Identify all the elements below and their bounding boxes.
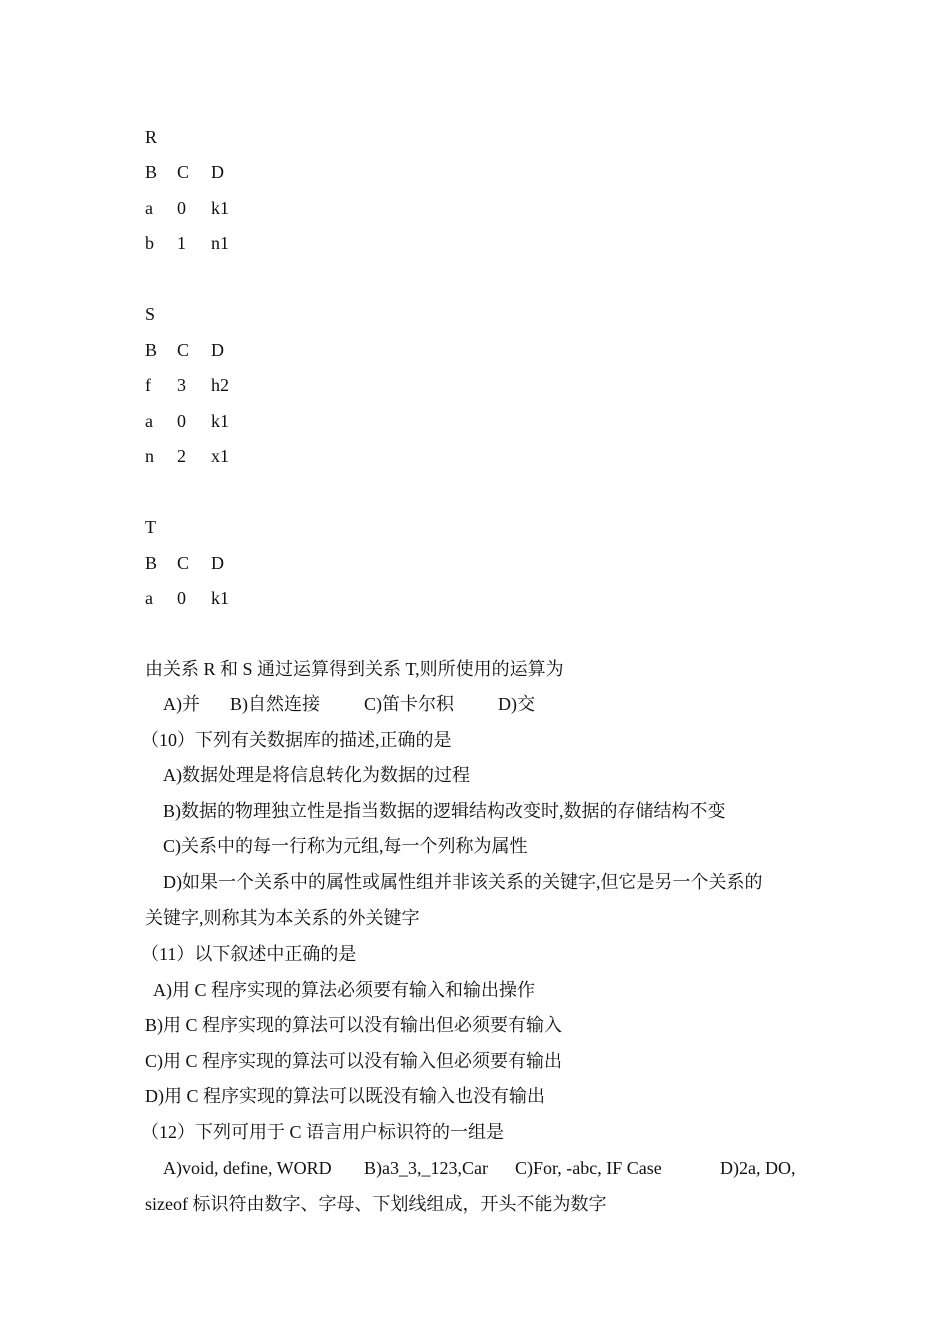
option-b: B)自然连接 [230, 694, 320, 714]
table-cell: C [177, 340, 190, 360]
option-c: C)笛卡尔积 [364, 694, 454, 714]
table-cell: a [145, 198, 153, 218]
table-cell: 0 [177, 411, 186, 431]
table-cell: x1 [211, 446, 229, 466]
table-cell: k1 [211, 411, 229, 431]
table-cell: 2 [177, 446, 186, 466]
question-9-stem: 由关系 R 和 S 通过运算得到关系 T,则所使用的运算为 [145, 659, 564, 679]
table-cell: 0 [177, 588, 186, 608]
question-11-stem: （11）以下叙述中正确的是 [141, 944, 357, 964]
table-cell: k1 [211, 588, 229, 608]
option-c: C)For, -abc, IF Case [515, 1158, 662, 1178]
option-a: A)并 [163, 694, 200, 714]
table-cell: b [145, 233, 154, 253]
table-cell: B [145, 553, 158, 573]
option-b: B)a3_3,_123,Car [364, 1158, 488, 1178]
table-cell: n1 [211, 233, 229, 253]
table-cell: C [177, 162, 190, 182]
table-cell: a [145, 411, 153, 431]
question-10-option-d: D)如果一个关系中的属性或属性组并非该关系的关键字,但它是另一个关系的 [163, 872, 763, 892]
table-cell: D [211, 162, 224, 182]
question-10-option-b: B)数据的物理独立性是指当数据的逻辑结构改变时,数据的存储结构不变 [163, 801, 726, 821]
option-d: D)交 [498, 694, 535, 714]
table-cell: C [177, 553, 190, 573]
table-cell: n [145, 446, 154, 466]
question-11-option-a: A)用 C 程序实现的算法必须要有输入和输出操作 [153, 980, 535, 1000]
table-cell: B [145, 162, 158, 182]
table-cell: f [145, 375, 151, 395]
question-10-option-c: C)关系中的每一行称为元组,每一个列称为属性 [163, 836, 528, 856]
question-12-stem: （12）下列可用于 C 语言用户标识符的一组是 [141, 1122, 505, 1142]
table-name: R [145, 127, 158, 147]
table-cell: B [145, 340, 158, 360]
question-11-option-d: D)用 C 程序实现的算法可以既没有输入也没有输出 [145, 1086, 545, 1106]
table-name: S [145, 304, 156, 324]
question-10-stem: （10）下列有关数据库的描述,正确的是 [141, 730, 452, 750]
table-cell: 3 [177, 375, 186, 395]
question-10-option-a: A)数据处理是将信息转化为数据的过程 [163, 765, 470, 785]
question-11-option-b: B)用 C 程序实现的算法可以没有输出但必须要有输入 [145, 1015, 563, 1035]
question-10-option-d-cont: 关键字,则称其为本关系的外关键字 [145, 908, 420, 928]
table-cell: 1 [177, 233, 186, 253]
option-d: D)2a, DO, [720, 1158, 796, 1178]
table-name: T [145, 517, 156, 537]
table-cell: D [211, 340, 224, 360]
table-cell: a [145, 588, 153, 608]
table-cell: 0 [177, 198, 186, 218]
table-cell: h2 [211, 375, 229, 395]
option-a: A)void, define, WORD [163, 1158, 332, 1178]
table-cell: k1 [211, 198, 229, 218]
table-cell: D [211, 553, 224, 573]
question-11-option-c: C)用 C 程序实现的算法可以没有输入但必须要有输出 [145, 1051, 563, 1071]
question-12-note: sizeof 标识符由数字、字母、下划线组成，开头不能为数字 [145, 1194, 607, 1214]
